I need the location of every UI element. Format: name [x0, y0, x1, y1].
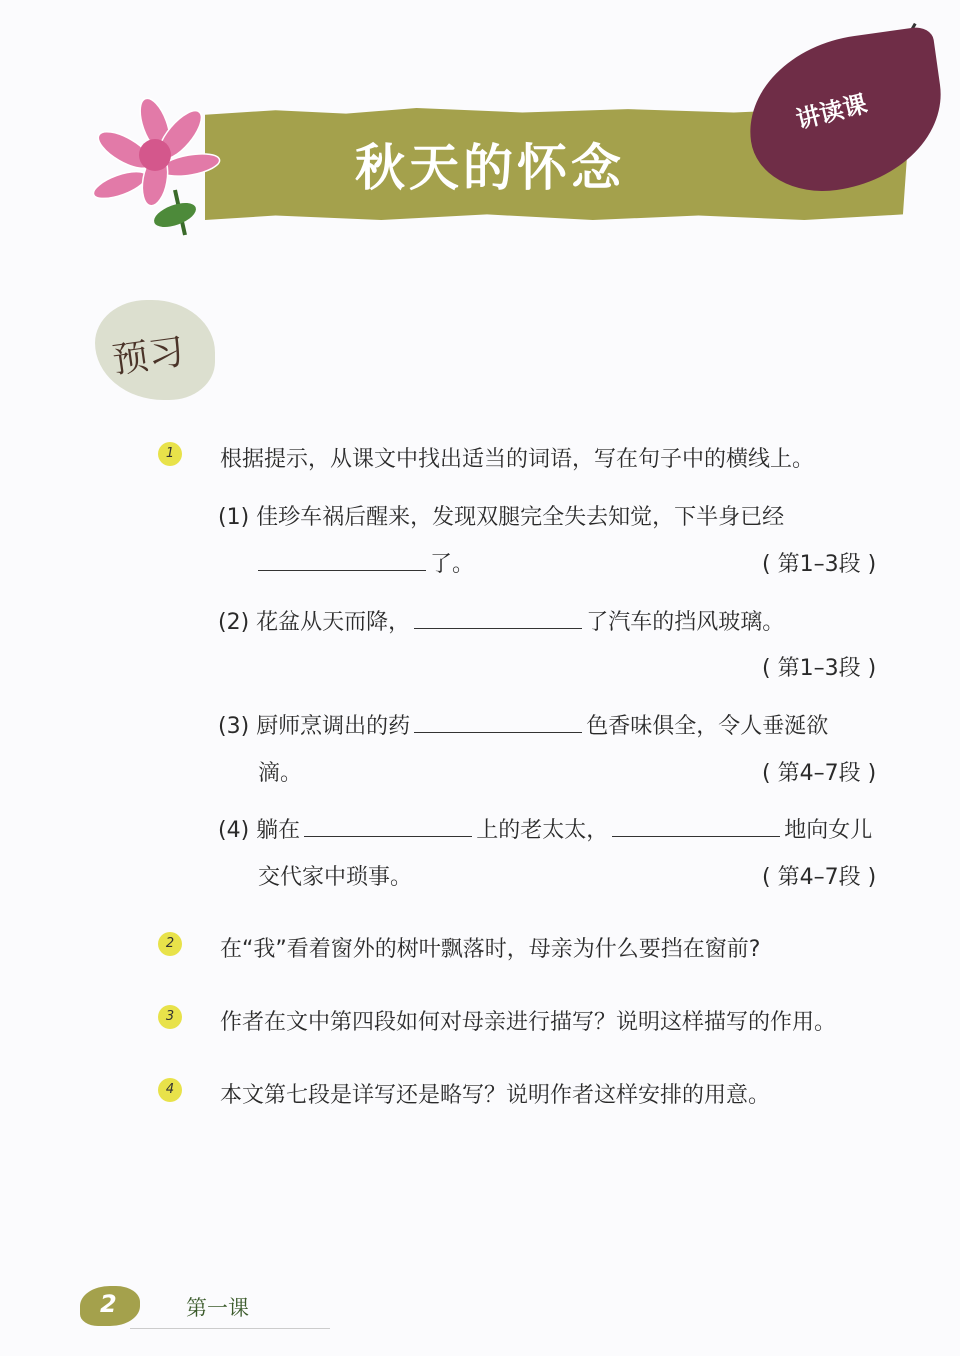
paragraph-reference: ( 第1–3段 ): [762, 656, 877, 681]
item-label: (2): [218, 610, 250, 635]
lesson-label: 第一课: [186, 1296, 249, 1320]
item-text: 交代家中琐事。: [258, 865, 413, 890]
question-number-badge: 2: [158, 932, 182, 956]
answer-blank[interactable]: [612, 816, 780, 837]
item-1-line2: [258, 547, 474, 578]
page-title: 秋天的怀念: [355, 139, 625, 197]
item-label: (4): [218, 818, 250, 843]
answer-blank[interactable]: [304, 816, 472, 837]
answer-blank[interactable]: [258, 550, 426, 571]
question-3-text: 作者在文中第四段如何对母亲进行描写？说明这样描写的作用。: [220, 1010, 837, 1035]
item-text: 厨师烹调出的药: [256, 714, 411, 739]
item-text: 了。: [430, 552, 475, 577]
question-number-badge: 1: [158, 442, 182, 466]
item-text: 躺在: [256, 818, 301, 843]
item-text: 花盆从天而降，: [256, 610, 411, 635]
item-label: (3): [218, 714, 250, 739]
answer-blank[interactable]: [414, 712, 582, 733]
question-2-text: 在“我”看着窗外的树叶飘落时，母亲为什么要挡在窗前?: [220, 937, 761, 962]
item-3-line1: [218, 709, 828, 740]
question-number-badge: 3: [158, 1005, 182, 1029]
section-title: 预习: [109, 331, 187, 382]
item-text: 了汽车的挡风玻璃。: [586, 610, 785, 635]
item-label: (1): [218, 505, 250, 530]
paragraph-reference: ( 第4–7段 ): [762, 865, 877, 890]
answer-blank[interactable]: [414, 608, 582, 629]
item-text: 地向女儿: [784, 818, 873, 843]
lesson-type-label: 讲读课: [793, 89, 870, 135]
question-4-text: 本文第七段是详写还是略写？说明作者这样安排的用意。: [220, 1083, 771, 1108]
paragraph-reference: ( 第1–3段 ): [762, 552, 877, 577]
chrysanthemum-icon: [80, 95, 240, 245]
question-1-text: 根据提示，从课文中找出适当的词语，写在句子中的横线上。: [220, 447, 815, 472]
item-text: 佳珍车祸后醒来，发现双腿完全失去知觉，下半身已经: [256, 505, 785, 530]
item-text: 滴。: [258, 761, 303, 786]
page-number: 2: [100, 1290, 117, 1318]
paragraph-reference: ( 第4–7段 ): [762, 761, 877, 786]
item-4-line1: [218, 813, 872, 844]
question-number-badge: 4: [158, 1078, 182, 1102]
item-1-line1: [218, 500, 784, 531]
item-2-line1: [218, 605, 784, 636]
footer-divider: [130, 1328, 330, 1329]
item-text: 上的老太太，: [476, 818, 609, 843]
item-text: 色香味俱全，令人垂涎欲: [586, 714, 829, 739]
